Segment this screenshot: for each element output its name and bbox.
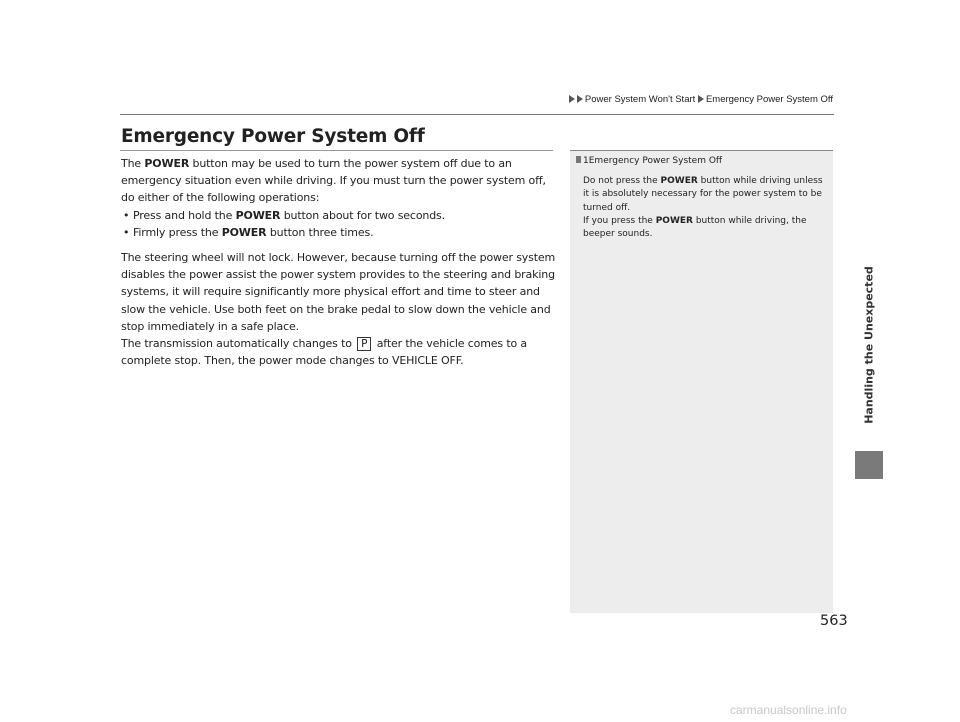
- list-item: [121, 224, 556, 241]
- text-run: Do not press the: [583, 176, 661, 186]
- keyword-power: POWER: [221, 225, 267, 239]
- breadcrumb-item[interactable]: Emergency Power System Off: [705, 94, 833, 105]
- intro-paragraph: [121, 155, 556, 207]
- section-tab-marker[interactable]: [855, 451, 883, 479]
- sidebar-paragraph: [583, 175, 823, 215]
- arrow-right-icon: [698, 95, 704, 103]
- text-run: If you press the: [583, 215, 656, 226]
- page-number: 563: [820, 613, 848, 629]
- keyword-power: POWER: [144, 157, 190, 170]
- breadcrumb: [548, 94, 833, 105]
- arrow-right-icon: [577, 95, 583, 103]
- operations-list: [121, 207, 556, 241]
- text-run: button about for two seconds.: [280, 208, 445, 222]
- text-run: Press and hold the: [133, 208, 236, 222]
- main-content: [121, 155, 556, 369]
- title-divider: [120, 150, 553, 151]
- reference-marker-icon: [576, 156, 581, 163]
- spacer: [121, 241, 556, 249]
- keyword-power: POWER: [655, 215, 693, 226]
- text-run: The: [121, 157, 145, 170]
- keyword-power: POWER: [235, 208, 281, 222]
- header-divider: [120, 114, 834, 115]
- watermark: carmanualsonline.info: [730, 703, 847, 717]
- page-title: Emergency Power System Off: [121, 126, 425, 147]
- list-item: [121, 207, 556, 224]
- keyword-power: POWER: [660, 176, 698, 186]
- arrow-right-icon: [569, 95, 575, 103]
- text-run: button while driving unless it is absolutely necessary for the power system to be turned off.: [583, 176, 823, 213]
- sidebar-paragraph: [583, 215, 823, 242]
- sidebar-text: [583, 175, 823, 241]
- sidebar-note: [570, 150, 833, 613]
- sidebar-number: 1: [583, 156, 589, 166]
- text-run: button while driving, the beeper sounds.: [583, 215, 807, 240]
- sidebar-title-text: Emergency Power System Off: [588, 156, 723, 166]
- text-run: Firmly press the: [133, 225, 222, 239]
- text-run: button may be used to turn the power system off due to an emergency situation even while driving. If you must turn the power system off, do either of the following operations:: [121, 157, 546, 205]
- breadcrumb-item[interactable]: Power System Won't Start: [584, 94, 696, 105]
- transmission-paragraph: [121, 335, 556, 369]
- text-run: after the vehicle comes to a complete stop. Then, the power mode changes to VEHICLE OFF.: [121, 337, 528, 368]
- steering-paragraph: The steering wheel will not lock. However, because turning off the power system disables the power assist the power system provides to the steering and braking systems, it will require significantly more physical effort and time to steer and slow the vehicle. Use both feet on the brake pedal to slow down the vehicle and stop immediately in a safe place.: [121, 251, 556, 333]
- text-run: The transmission automatically changes to: [121, 337, 356, 351]
- park-key-icon: P: [357, 337, 371, 351]
- sidebar-title: [576, 156, 722, 166]
- section-tab-text: Handling the Unexpected: [862, 266, 876, 424]
- text-run: button three times.: [266, 225, 374, 239]
